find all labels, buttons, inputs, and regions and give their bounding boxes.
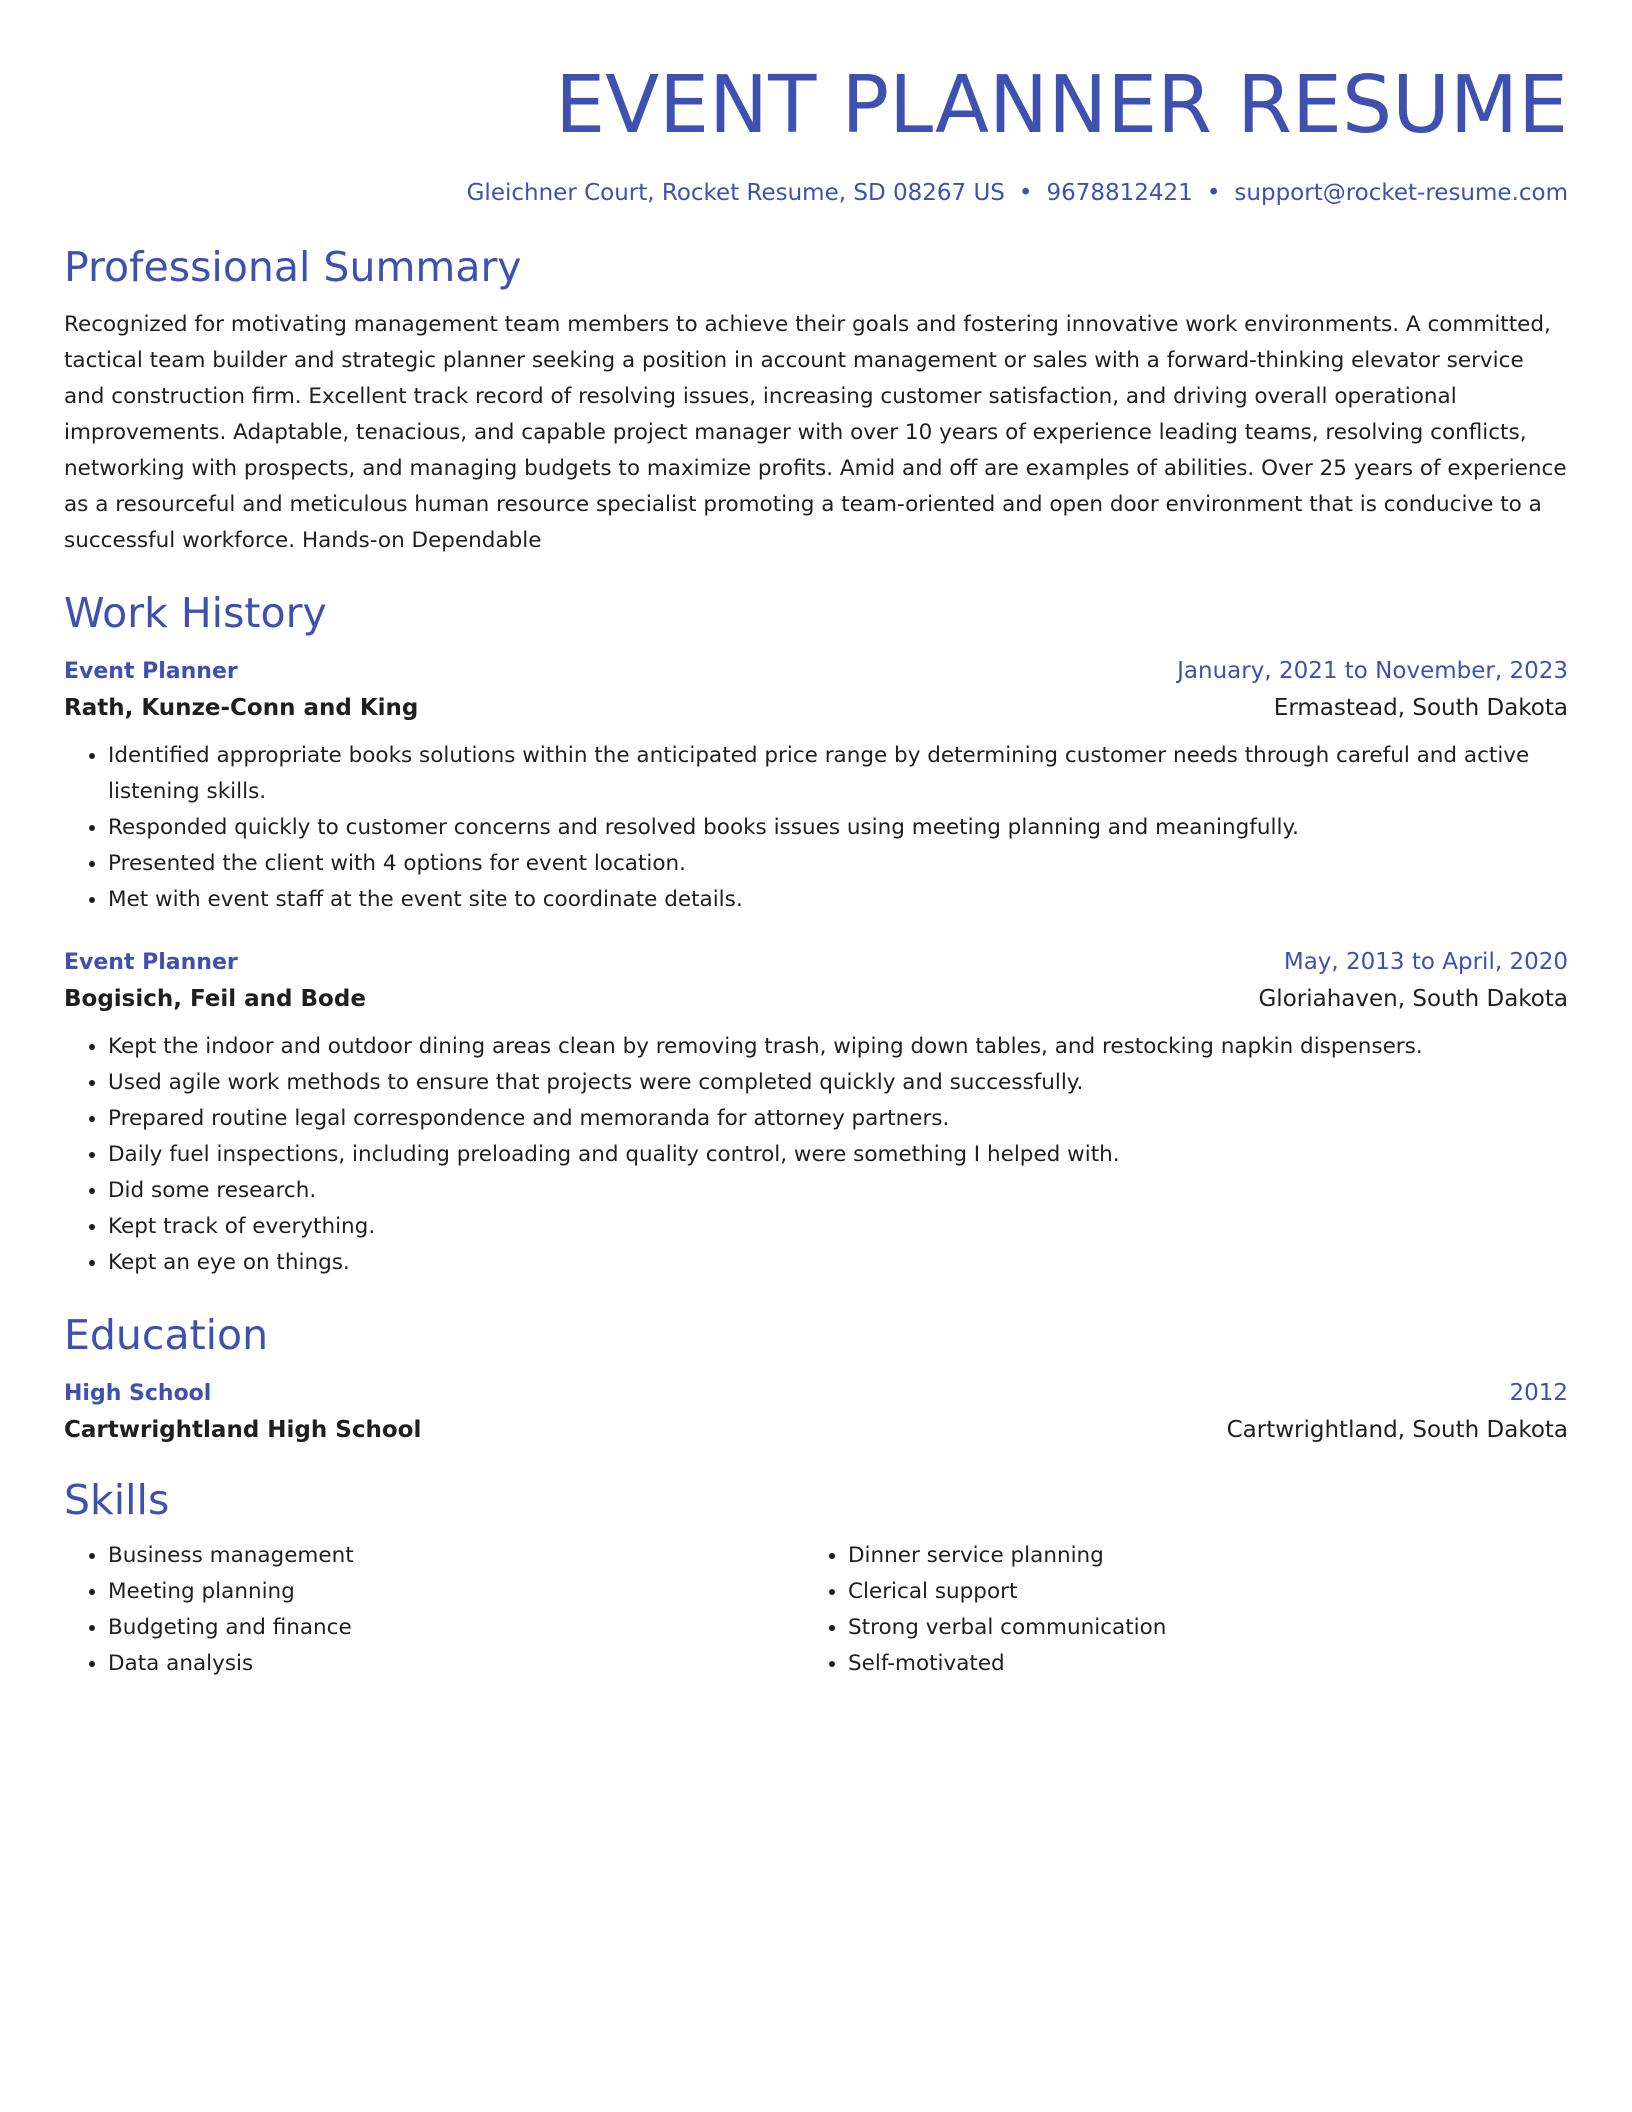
job-bullet: • Kept the indoor and outdoor dining areas clean by removing trash, wiping down tables, and restocking napkin dispensers. <box>108 1029 1568 1065</box>
skill-item: • Self-motivated <box>848 1646 1544 1682</box>
education-school-row <box>64 1412 1568 1448</box>
skills-list-right <box>804 1538 1544 1682</box>
contact-email[interactable]: support@rocket-resume.com <box>1234 180 1568 206</box>
contact-line <box>64 177 1568 209</box>
education-degree: High School <box>64 1381 212 1406</box>
job-bullet: • Identified appropriate books solutions within the anticipated price range by determining customer needs through careful and active listening skills. <box>108 738 1568 810</box>
skill-item: • Dinner service planning <box>848 1538 1544 1574</box>
skill-item: • Business management <box>108 1538 804 1574</box>
summary-heading: Professional Summary <box>64 243 522 291</box>
contact-phone: 9678812421 <box>1046 180 1193 206</box>
job-dates: January, 2021 to November, 2023 <box>1177 658 1568 684</box>
skill-item: • Budgeting and finance <box>108 1610 804 1646</box>
job-bullet: • Did some research. <box>108 1173 1568 1209</box>
job-dates: May, 2013 to April, 2020 <box>1283 949 1568 975</box>
job-company-row <box>64 981 1568 1017</box>
job-header-row <box>64 653 1568 690</box>
summary-text: Recognized for motivating management team members to achieve their goals and fostering innovative work environments. A committed, tactical team builder and strategic planner seeking a position in account management or sales with a forward-thinking elevator service and construction firm. Excellent track record of resolving issues, increasing customer satisfaction, and driving overall operational improvements. Adaptable, tenacious, and capable project manager with over 10 years of experience leading teams, resolving conflicts, networking with prospects, and managing budgets to maximize profits. Amid and off are examples of abilities. Over 25 years of experience as a resourceful and meticulous human resource specialist promoting a team-oriented and open door environment that is conducive to a successful workforce. Hands-on Dependable <box>64 312 1567 553</box>
job-location: Gloriahaven, South Dakota <box>1258 986 1568 1012</box>
education-location: Cartwrightland, South Dakota <box>1226 1417 1568 1443</box>
job-bullet: • Used agile work methods to ensure that projects were completed quickly and successfully. <box>108 1065 1568 1101</box>
education-heading: Education <box>64 1311 269 1359</box>
education-school: Cartwrightland High School <box>64 1417 422 1443</box>
skill-item: • Clerical support <box>848 1574 1544 1610</box>
job-role: Event Planner <box>64 950 238 975</box>
job-bullet: • Daily fuel inspections, including preloading and quality control, were something I helped with. <box>108 1137 1568 1173</box>
job-location: Ermastead, South Dakota <box>1273 695 1568 721</box>
skills-heading: Skills <box>64 1476 170 1524</box>
job-company: Bogisich, Feil and Bode <box>64 986 366 1012</box>
job-entry <box>64 944 1568 1281</box>
skill-item: • Meeting planning <box>108 1574 804 1610</box>
job-entry <box>64 653 1568 918</box>
job-bullets <box>64 1029 1568 1281</box>
job-bullet: • Kept track of everything. <box>108 1209 1568 1245</box>
job-company-row <box>64 690 1568 726</box>
job-company: Rath, Kunze-Conn and King <box>64 695 419 721</box>
job-bullet: • Met with event staff at the event site to coordinate details. <box>108 882 1568 918</box>
skill-item: • Strong verbal communication <box>848 1610 1544 1646</box>
job-bullet: • Responded quickly to customer concerns and resolved books issues using meeting planning and meaningfully. <box>108 810 1568 846</box>
job-bullet: • Kept an eye on things. <box>108 1245 1568 1281</box>
work-history-heading: Work History <box>64 589 327 637</box>
skills-list-left <box>64 1538 804 1682</box>
skills-columns <box>64 1538 1568 1682</box>
contact-separator: • <box>1206 180 1221 206</box>
contact-separator: • <box>1018 180 1033 206</box>
resume-title: EVENT PLANNER RESUME <box>555 59 1568 151</box>
education-header-row <box>64 1375 1568 1412</box>
skill-item: • Data analysis <box>108 1646 804 1682</box>
contact-address: Gleichner Court, Rocket Resume, SD 08267 US <box>466 180 1005 206</box>
education-entry <box>64 1375 1568 1448</box>
job-header-row <box>64 944 1568 981</box>
job-bullets <box>64 738 1568 918</box>
education-year: 2012 <box>1509 1380 1568 1406</box>
job-bullet: • Prepared routine legal correspondence and memoranda for attorney partners. <box>108 1101 1568 1137</box>
job-role: Event Planner <box>64 659 238 684</box>
job-bullet: • Presented the client with 4 options for event location. <box>108 846 1568 882</box>
